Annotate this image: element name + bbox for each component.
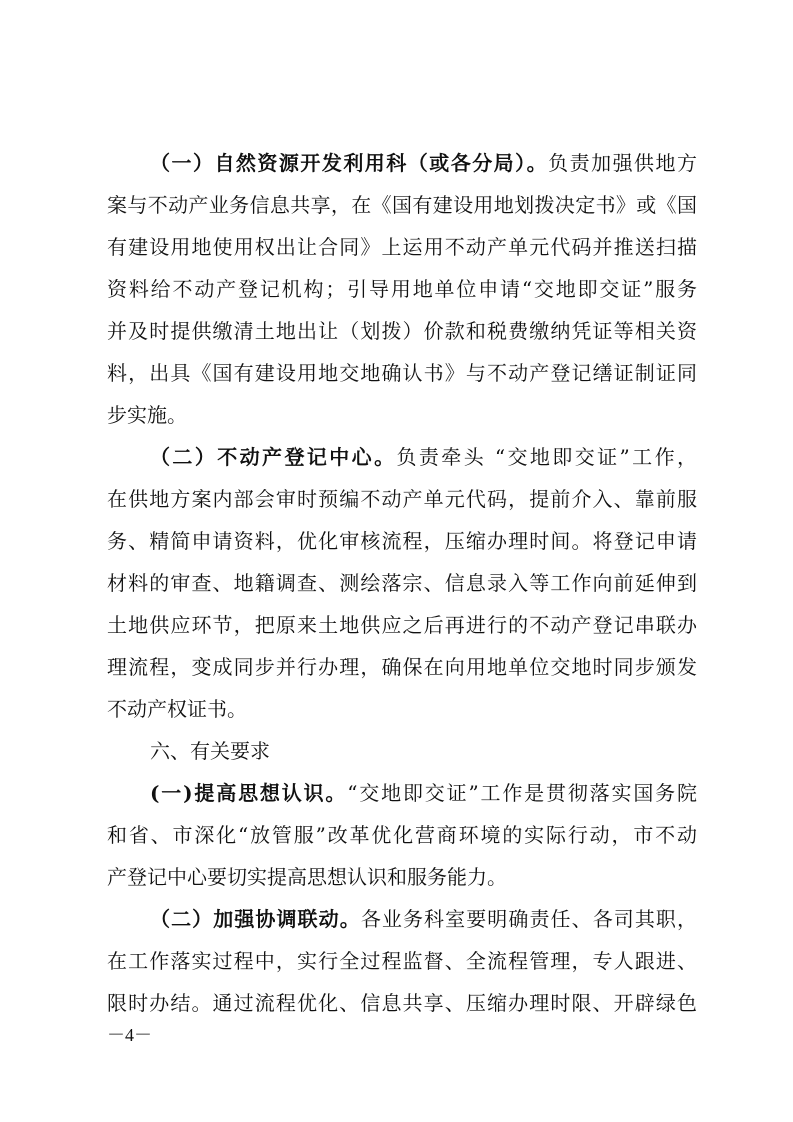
r2-line-1 (150, 899, 697, 939)
s1-line-6: 料，出具《国有建设用地交地确认书》与不动产登记缮证制证同 (107, 361, 697, 385)
s1-line-1 (150, 143, 697, 183)
r2-heading: （二）加强协调联动。 (150, 907, 361, 931)
s2-line-5: 土地供应环节，把原来土地供应之后再进行的不动产登记串联办 (107, 613, 697, 637)
page-number: －4－ (107, 1025, 152, 1045)
r1-line-3: 产登记中心要切实提高思想认识和服务能力。 (107, 865, 507, 889)
r2-line-3: 限时办结。通过流程优化、信息共享、压缩办理时限、开辟绿色 (107, 991, 697, 1015)
s1-line-7: 步实施。 (107, 403, 187, 427)
section-six-heading: 六、有关要求 (150, 739, 270, 763)
r2-line-2: 在工作落实过程中，实行全过程监督、全流程管理，专人跟进、 (107, 949, 697, 973)
s1-line-3: 有建设用地使用权出让合同》上运用不动产单元代码并推送扫描 (107, 235, 697, 259)
s1-line-2: 案与不动产业务信息共享，在《国有建设用地划拨决定书》或《国 (107, 193, 697, 217)
r2-line1-text: 各业务科室要明确责任、各司其职， (360, 907, 698, 931)
s2-line-6: 理流程，变成同步并行办理，确保在向用地单位交地时同步颁发 (107, 655, 697, 679)
s1-line-4: 资料给不动产登记机构；引导用地单位申请“交地即交证”服务 (107, 277, 697, 301)
s1-line-5: 并及时提供缴清土地出让（划拨）价款和税费缴纳凭证等相关资 (107, 319, 697, 343)
r1-line-1 (150, 773, 697, 813)
s2-line-3: 务、精简申请资料，优化审核流程，压缩办理时间。将登记申请 (107, 529, 697, 553)
s1-heading: （一）自然资源开发利用科（或各分局）。 (150, 151, 549, 175)
s1-line1-text: 负责加强供地方 (548, 151, 698, 175)
s2-line-2: 在供地方案内部会审时预编不动产单元代码，提前介入、靠前服 (107, 487, 697, 511)
s2-line-7: 不动产权证书。 (107, 697, 247, 721)
r1-line1-text: “交地即交证”工作是贯彻落实国务院 (347, 781, 697, 805)
s2-line-1 (150, 437, 697, 477)
r1-line-2: 和省、市深化“放管服”改革优化营商环境的实际行动，市不动 (107, 823, 697, 847)
r1-heading: (一)提高思想认识。 (150, 781, 348, 805)
s2-line-4: 材料的审查、地籍调查、测绘落宗、信息录入等工作向前延伸到 (107, 571, 697, 595)
s2-line1-text: 负责牵头 “交地即交证”工作， (396, 445, 697, 469)
s2-heading: （二）不动产登记中心。 (150, 445, 397, 469)
